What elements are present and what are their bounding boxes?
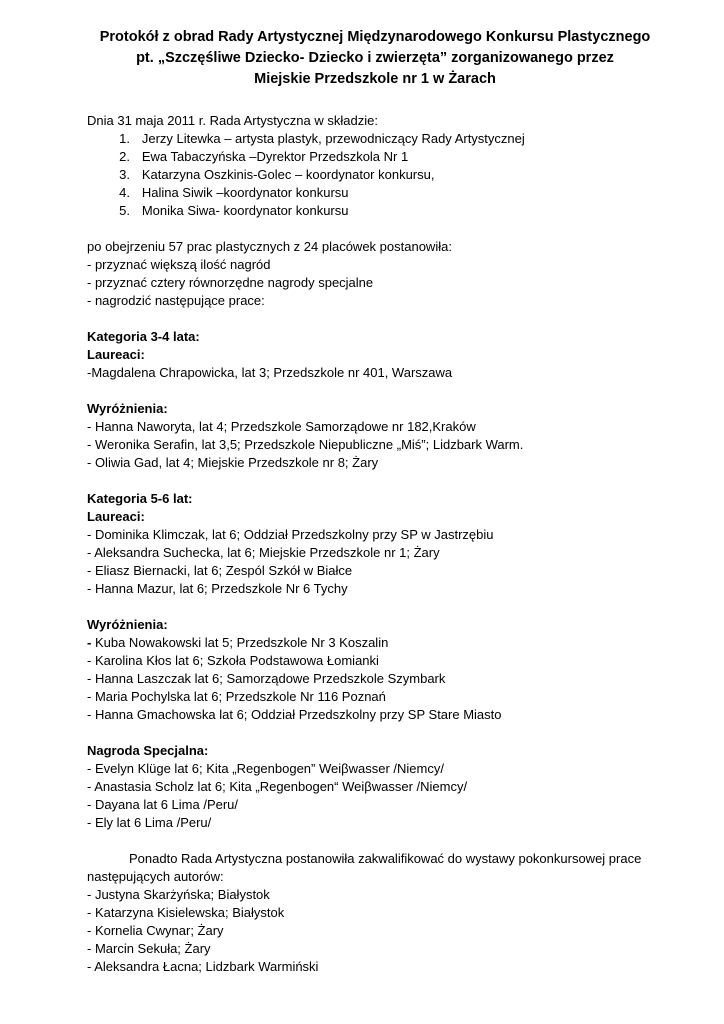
distinction-item: - Weronika Serafin, lat 3,5; Przedszkole Niepubliczne „Miś”; Lidzbark Warm. [87,437,524,452]
member-number: 5. [119,203,130,218]
member-number: 1. [119,131,130,146]
decision-line: - przyznać większą ilość nagród [87,257,271,272]
member-item [87,148,687,166]
member-text: Jerzy Litewka – artysta plastyk, przewodniczący Rady Artystycznej [141,131,525,146]
exhibition-item: - Katarzyna Kisielewska; Białystok [87,905,285,920]
special-award-heading: Nagroda Specjalna: [87,743,209,758]
exhibition-item: - Marcin Sekuła; Żary [87,941,211,956]
bullet-dash: - [87,635,92,650]
laureate-item: - Dominika Klimczak, lat 6; Oddział Przedszkolny przy SP w Jastrzębiu [87,527,494,542]
members-list [87,130,687,220]
distinction-item: - Maria Pochylska lat 6; Przedszkole Nr 116 Poznań [87,689,386,704]
member-number: 4. [119,185,130,200]
decision-line: po obejrzeniu 57 prac plastycznych z 24 placówek postanowiła: [87,239,452,254]
member-item [87,130,687,148]
exhibition-item: - Aleksandra Łacna; Lidzbark Warmiński [87,959,319,974]
laureate-item: -Magdalena Chrapowicka, lat 3; Przedszkole nr 401, Warszawa [87,365,453,380]
distinction-item: - Hanna Naworyta, lat 4; Przedszkole Samorządowe nr 182,Kraków [87,419,476,434]
member-text: Katarzyna Oszkinis-Golec – koordynator konkursu, [141,167,435,182]
exhibition-item: - Justyna Skarżyńska; Białystok [87,887,270,902]
member-text: Monika Siwa- koordynator konkursu [141,203,349,218]
distinction-text: Kuba Nowakowski lat 5; Przedszkole Nr 3 Koszalin [91,635,389,650]
title-line-2: pt. „Szczęśliwe Dziecko- Dziecko i zwierzęta” zorganizowanego przez [136,50,614,66]
special-award-item: - Evelyn Klüge lat 6; Kita „Regenbogen” Weiβwasser /Niemcy/ [87,761,444,776]
exhibition-item: - Kornelia Cwynar; Żary [87,923,224,938]
exhibition-paragraph: Ponadto Rada Artystyczna postanowiła zakwalifikować do wystawy pokonkursowej prace [129,851,642,866]
member-text: Halina Siwik –koordynator konkursu [141,185,349,200]
distinction-item: - Oliwia Gad, lat 4; Miejskie Przedszkole nr 8; Żary [87,455,379,470]
distinction-item: - Karolina Kłos lat 6; Szkoła Podstawowa Łomianki [87,653,379,668]
distinctions-label: Wyróżnienia: [87,401,168,416]
special-award-item: - Dayana lat 6 Lima /Peru/ [87,797,239,812]
special-award-item: - Ely lat 6 Lima /Peru/ [87,815,212,830]
member-item [87,184,687,202]
intro-line: Dnia 31 maja 2011 r. Rada Artystyczna w składzie: [87,113,378,128]
laureate-item: - Eliasz Biernacki, lat 6; Zespól Szkół w Białce [87,563,353,578]
laureates-label: Laureaci: [87,347,145,362]
member-text: Ewa Tabaczyńska –Dyrektor Przedszkola Nr 1 [141,149,409,164]
document-title [60,27,690,90]
category-heading: Kategoria 3-4 lata: [87,329,200,344]
laureates-label: Laureaci: [87,509,145,524]
special-award-item: - Anastasia Scholz lat 6; Kita „Regenbogen“ Weiβwasser /Niemcy/ [87,779,468,794]
title-line-3: Miejskie Przedszkole nr 1 w Żarach [254,71,496,87]
document-body [87,112,687,976]
distinction-item: - Hanna Gmachowska lat 6; Oddział Przedszkolny przy SP Stare Miasto [87,707,502,722]
member-item [87,202,687,220]
distinction-item: - Hanna Laszczak lat 6; Samorządowe Przedszkole Szymbark [87,671,446,686]
member-item [87,166,687,184]
member-number: 3. [119,167,130,182]
distinctions-label: Wyróżnienia: [87,617,168,632]
distinction-item [87,634,687,652]
laureate-item: - Hanna Mazur, lat 6; Przedszkole Nr 6 Tychy [87,581,348,596]
title-line-1: Protokół z obrad Rady Artystycznej Międzynarodowego Konkursu Plastycznego [99,29,651,45]
decision-line: - przyznać cztery równorzędne nagrody specjalne [87,275,374,290]
exhibition-paragraph-cont: następujących autorów: [87,869,224,884]
laureate-item: - Aleksandra Suchecka, lat 6; Miejskie Przedszkole nr 1; Żary [87,545,440,560]
member-number: 2. [119,149,130,164]
category-heading: Kategoria 5-6 lat: [87,491,193,506]
decision-line: - nagrodzić następujące prace: [87,293,265,308]
